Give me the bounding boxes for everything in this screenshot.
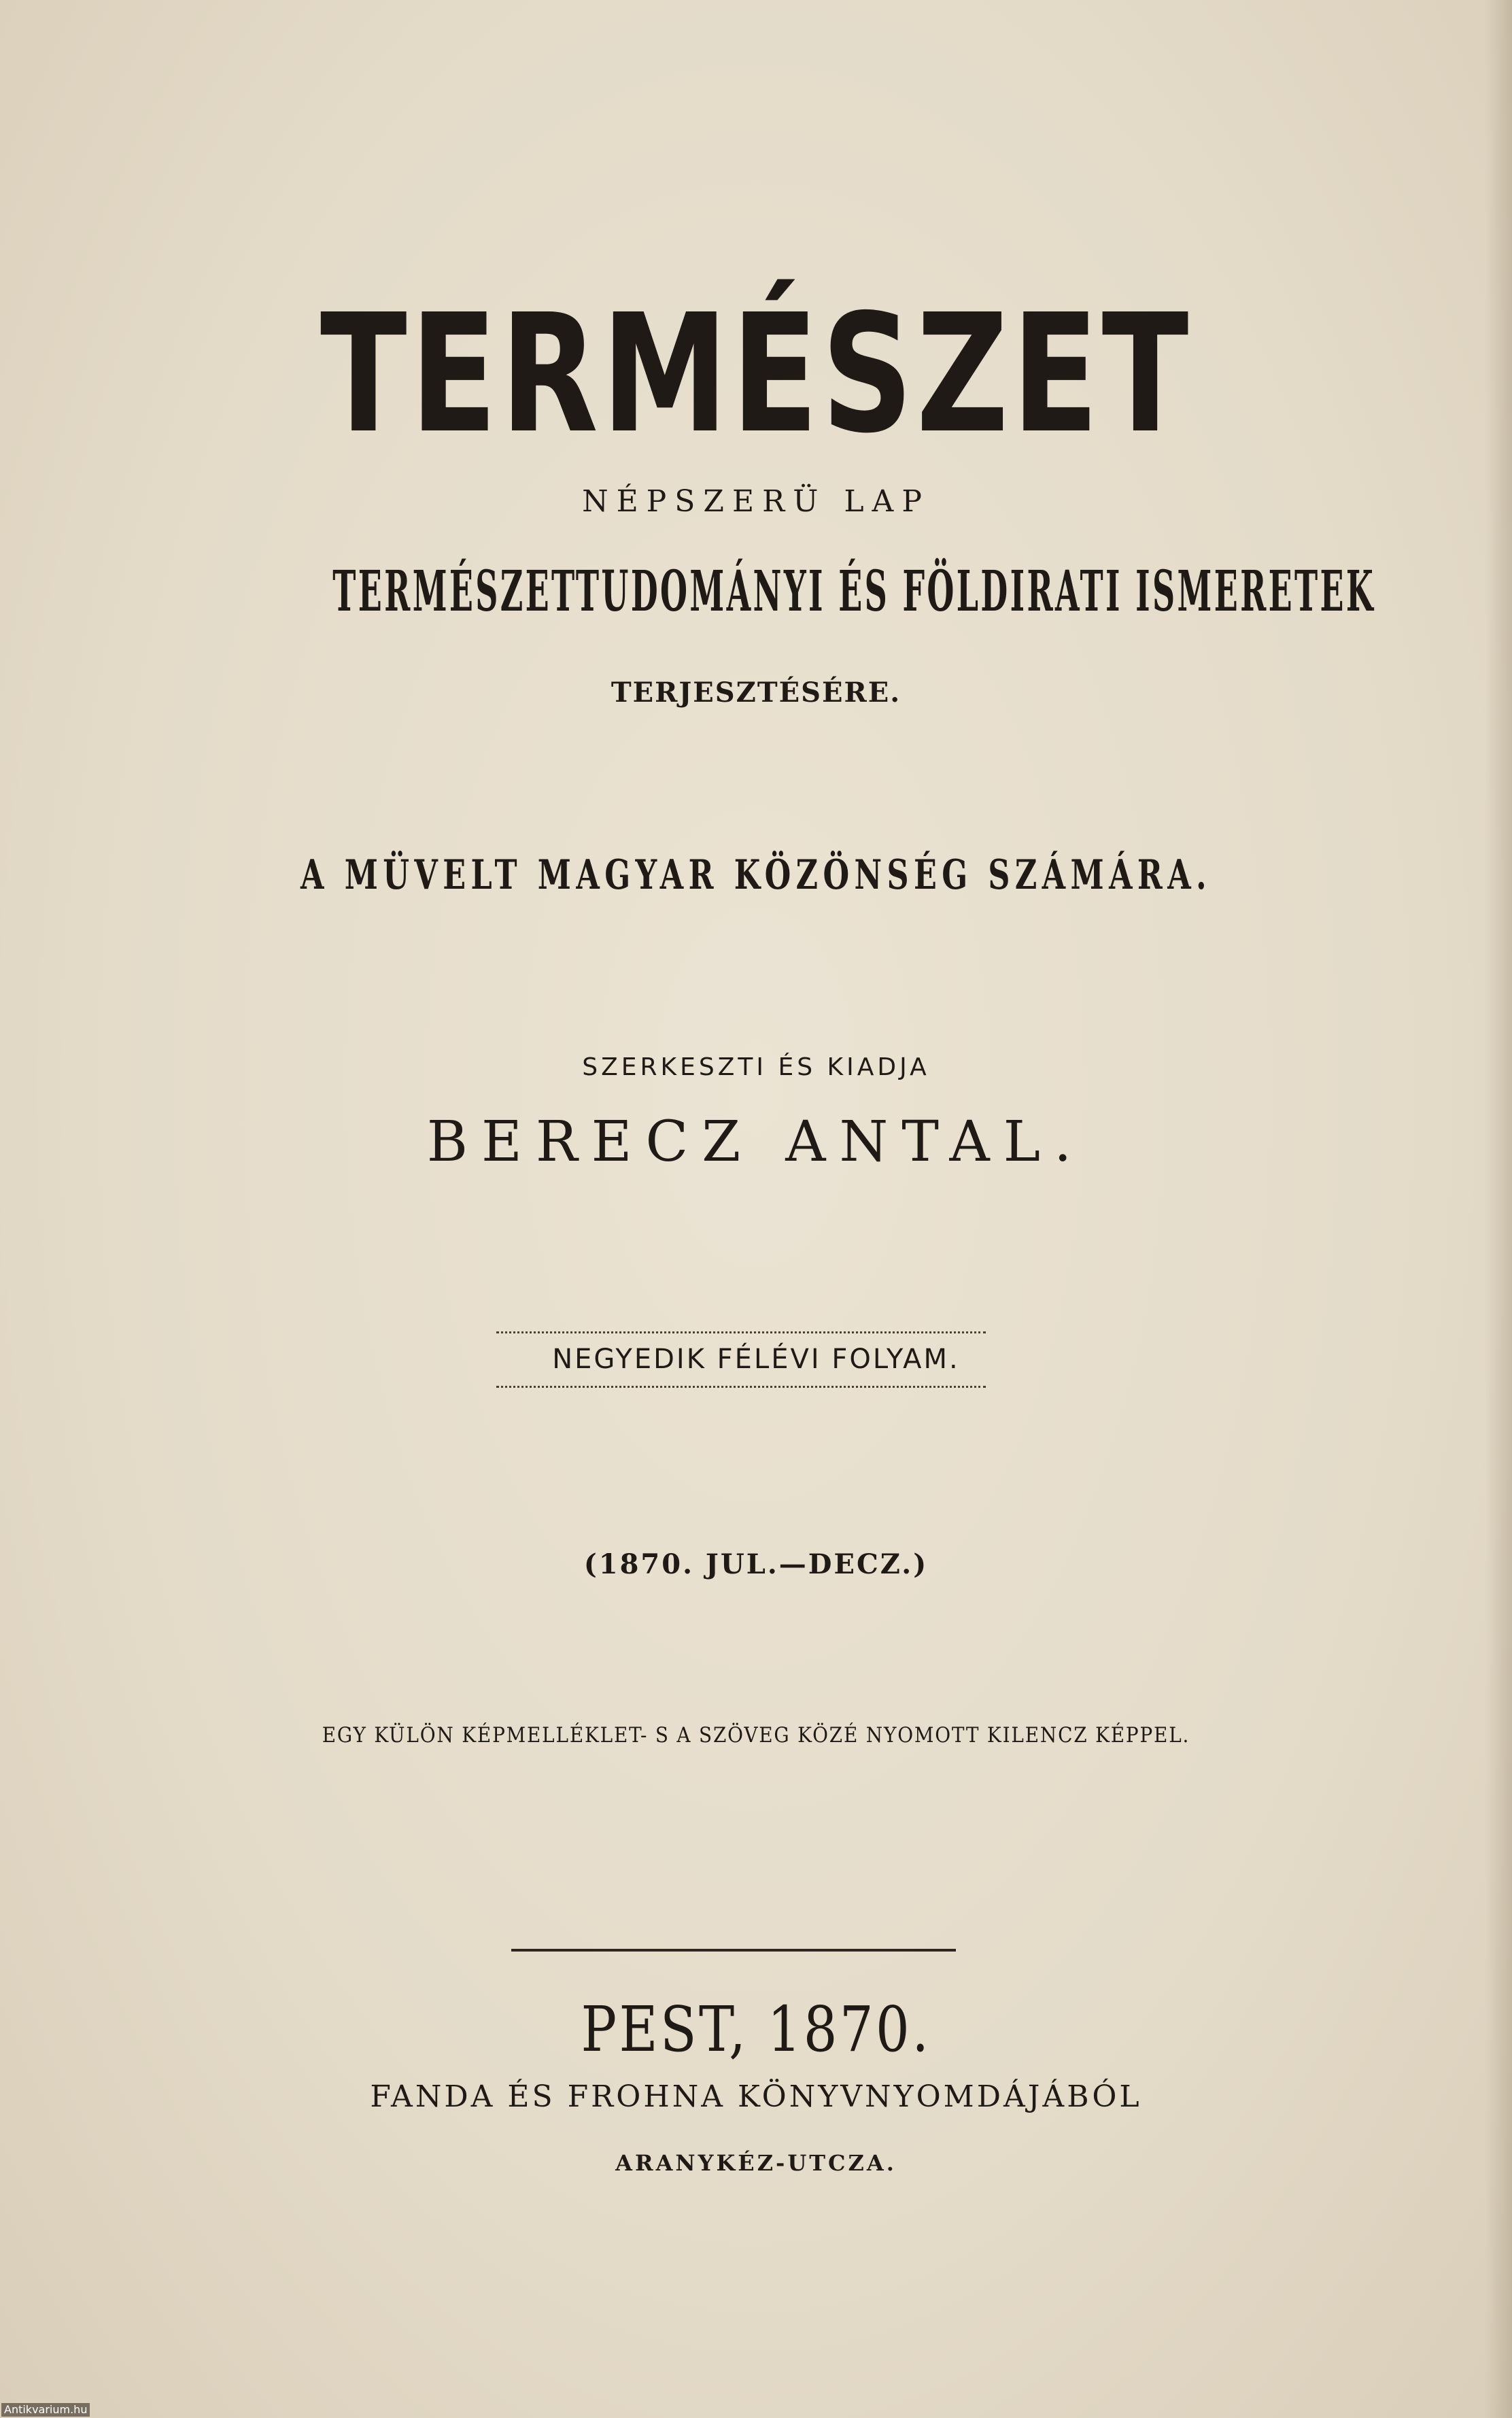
subtitle-dissemination: TERJESZTÉSÉRE.	[611, 677, 901, 709]
page-edge-shadow	[1485, 0, 1512, 2418]
illustrations-note: EGY KÜLÖN KÉPMELLÉKLET- S A SZÖVEG KÖZÉ NYOMOTT KILENCZ KÉPPEL.	[322, 1723, 1190, 1748]
editor-name: BERECZ ANTAL.	[426, 1110, 1086, 1174]
solid-rule	[511, 1949, 956, 1952]
subtitle-sciences: TERMÉSZETTUDOMÁNYI ÉS FÖLDIRATI ISMERETEK	[332, 559, 1376, 624]
volume-line: NEGYEDIK FÉLÉVI FOLYAM.	[552, 1344, 960, 1375]
printer-line: FANDA ÉS FROHNA KÖNYVNYOMDÁJÁBÓL	[370, 2079, 1142, 2114]
street-line: ARANYKÉZ-UTCZA.	[615, 2150, 897, 2176]
subtitle-popular-journal: NÉPSZERÜ LAP	[582, 484, 930, 519]
place-year: PEST, 1870.	[581, 1993, 931, 2066]
watermark: Antikvarium.hu	[1, 2403, 90, 2417]
dotted-rule-bottom	[496, 1386, 986, 1388]
dotted-rule-top	[496, 1331, 986, 1333]
editor-label: SZERKESZTI ÉS KIADJA	[582, 1053, 930, 1081]
audience-line: A MÜVELT MAGYAR KÖZÖNSÉG SZÁMÁRA.	[300, 851, 1212, 899]
period-line: (1870. JUL.—DECZ.)	[583, 1548, 929, 1580]
journal-title: TERMÉSZET	[320, 279, 1192, 469]
